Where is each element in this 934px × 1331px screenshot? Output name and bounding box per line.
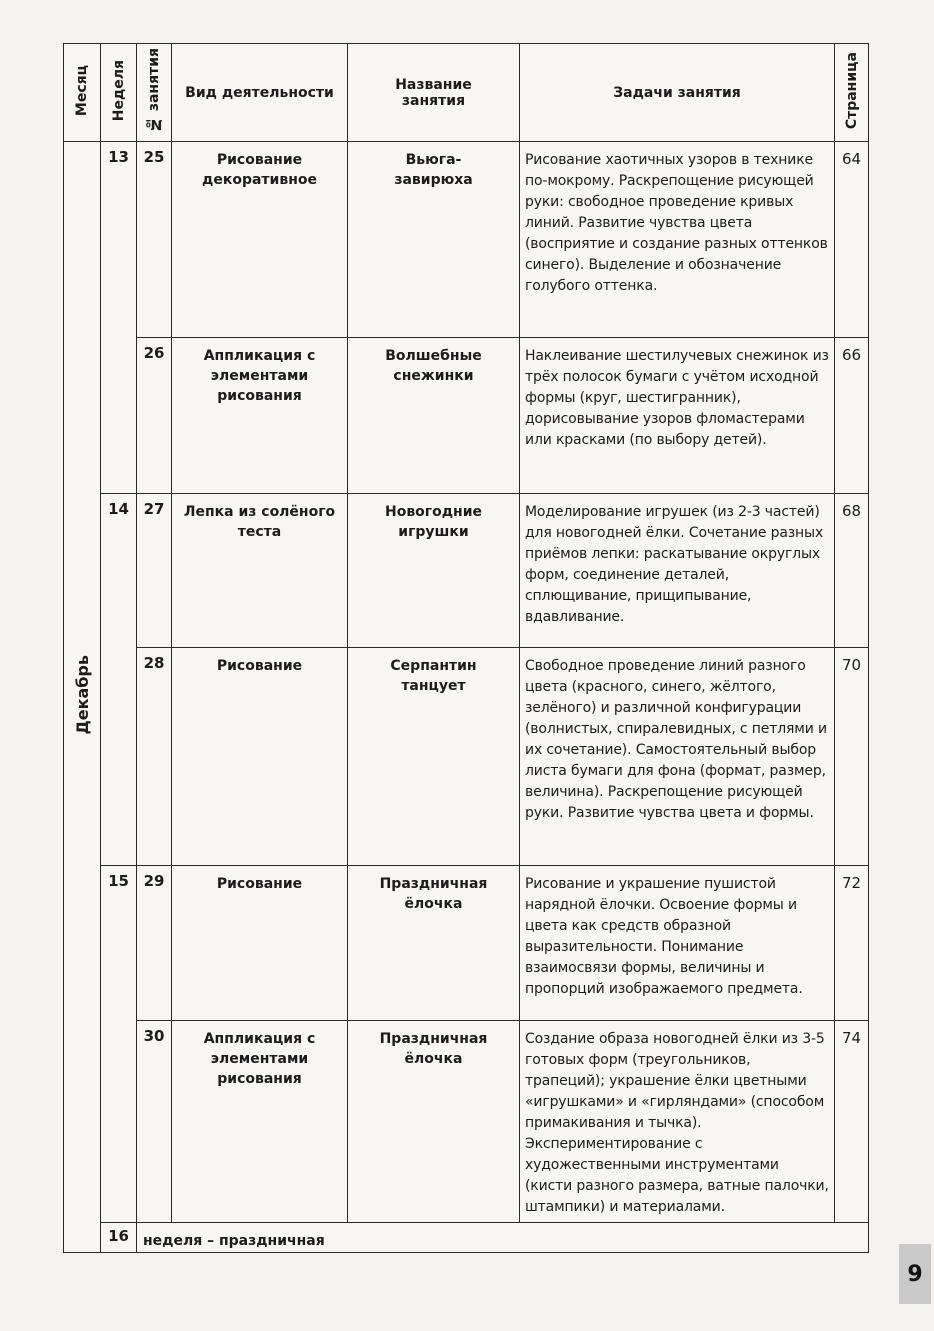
table-row: [64, 648, 869, 866]
week-number: 16: [101, 1223, 137, 1253]
page-number: 64: [835, 142, 869, 338]
table-row: [64, 142, 869, 338]
week-number: 15: [101, 866, 137, 1223]
lesson-title: Праздничная ёлочка: [348, 866, 520, 1021]
header-activity: Вид деятельности: [172, 44, 348, 142]
week-number: 13: [101, 142, 137, 494]
lesson-number: 26: [137, 338, 172, 494]
activity-type: Рисование: [172, 866, 348, 1021]
week-number: 14: [101, 494, 137, 866]
table-row: [64, 1021, 869, 1223]
lesson-number: 27: [137, 494, 172, 648]
lesson-tasks: Рисование хаотичных узоров в технике по-мокрому. Раскрепощение рисующей руки: свободное проведение кривых линий. Развитие чувства цвета (восприятие и создание разных оттенков синего). Выделение и обозначение голубого оттенка.: [520, 142, 835, 338]
lesson-number: 29: [137, 866, 172, 1021]
activity-type: Рисование декоративное: [172, 142, 348, 338]
lesson-title: Праздничная ёлочка: [348, 1021, 520, 1223]
lesson-title: Серпантин танцует: [348, 648, 520, 866]
lesson-plan-table: [63, 43, 869, 1253]
header-lesson-number: № занятия: [137, 44, 172, 142]
lesson-title: Новогодние игрушки: [348, 494, 520, 648]
page-number: 68: [835, 494, 869, 648]
header-tasks: Задачи занятия: [520, 44, 835, 142]
lesson-number: 25: [137, 142, 172, 338]
lesson-tasks: Свободное проведение линий разного цвета (красного, синего, жёлтого, зелёного) и различной конфигурации (волнистых, спиралевидных, с петлями и их сочетание). Самостоятельный выбор листа бумаги для фона (формат, размер, величина). Раскрепощение рисующей руки. Развитие чувства цвета и формы.: [520, 648, 835, 866]
table-row: [64, 866, 869, 1021]
lesson-tasks: Создание образа новогодней ёлки из 3-5 готовых форм (треугольников, трапеций); украшение ёлки цветными «игрушками» и «гирляндами» (способом примакивания и тычка). Экспериментирование с художественными инструментами (кисти разного размера, ватные палочки, штампики) и материалами.: [520, 1021, 835, 1223]
lesson-tasks: Моделирование игрушек (из 2-3 частей) для новогодней ёлки. Сочетание разных приёмов лепки: раскатывание округлых форм, соединение деталей, сплющивание, прищипывание, вдавливание.: [520, 494, 835, 648]
month-label: Декабрь: [72, 655, 92, 735]
header-title: Название занятия: [348, 44, 520, 142]
lesson-number: 28: [137, 648, 172, 866]
lesson-title: Волшебные снежинки: [348, 338, 520, 494]
page-number: 74: [835, 1021, 869, 1223]
page-number: 72: [835, 866, 869, 1021]
page-number-tab: [899, 1244, 931, 1304]
lesson-title: Вьюга-завирюха: [348, 142, 520, 338]
header-week: Неделя: [101, 44, 137, 142]
lesson-number: 30: [137, 1021, 172, 1223]
holiday-week-row: [64, 1223, 869, 1253]
activity-type: Аппликация с элементами рисования: [172, 338, 348, 494]
header-month: Месяц: [64, 44, 101, 142]
header-page: Страница: [835, 44, 869, 142]
activity-type: Лепка из солёного теста: [172, 494, 348, 648]
activity-type: Аппликация с элементами рисования: [172, 1021, 348, 1223]
activity-type: Рисование: [172, 648, 348, 866]
month-cell: [64, 142, 101, 1253]
lesson-tasks: Рисование и украшение пушистой нарядной ёлочки. Освоение формы и цвета как средств образной выразительности. Понимание взаимосвязи формы, величины и пропорций изображаемого предмета.: [520, 866, 835, 1021]
holiday-week-text: неделя – праздничная: [137, 1223, 869, 1253]
page-number: 70: [835, 648, 869, 866]
table-row: [64, 338, 869, 494]
table-row: [64, 494, 869, 648]
page-number: 66: [835, 338, 869, 494]
lesson-tasks: Наклеивание шестилучевых снежинок из трёх полосок бумаги с учётом исходной формы (круг, шестигранник), дорисовывание узоров фломастерами или красками (по выбору детей).: [520, 338, 835, 494]
header-row: [64, 44, 869, 142]
page-number-label: 9: [907, 1261, 923, 1287]
